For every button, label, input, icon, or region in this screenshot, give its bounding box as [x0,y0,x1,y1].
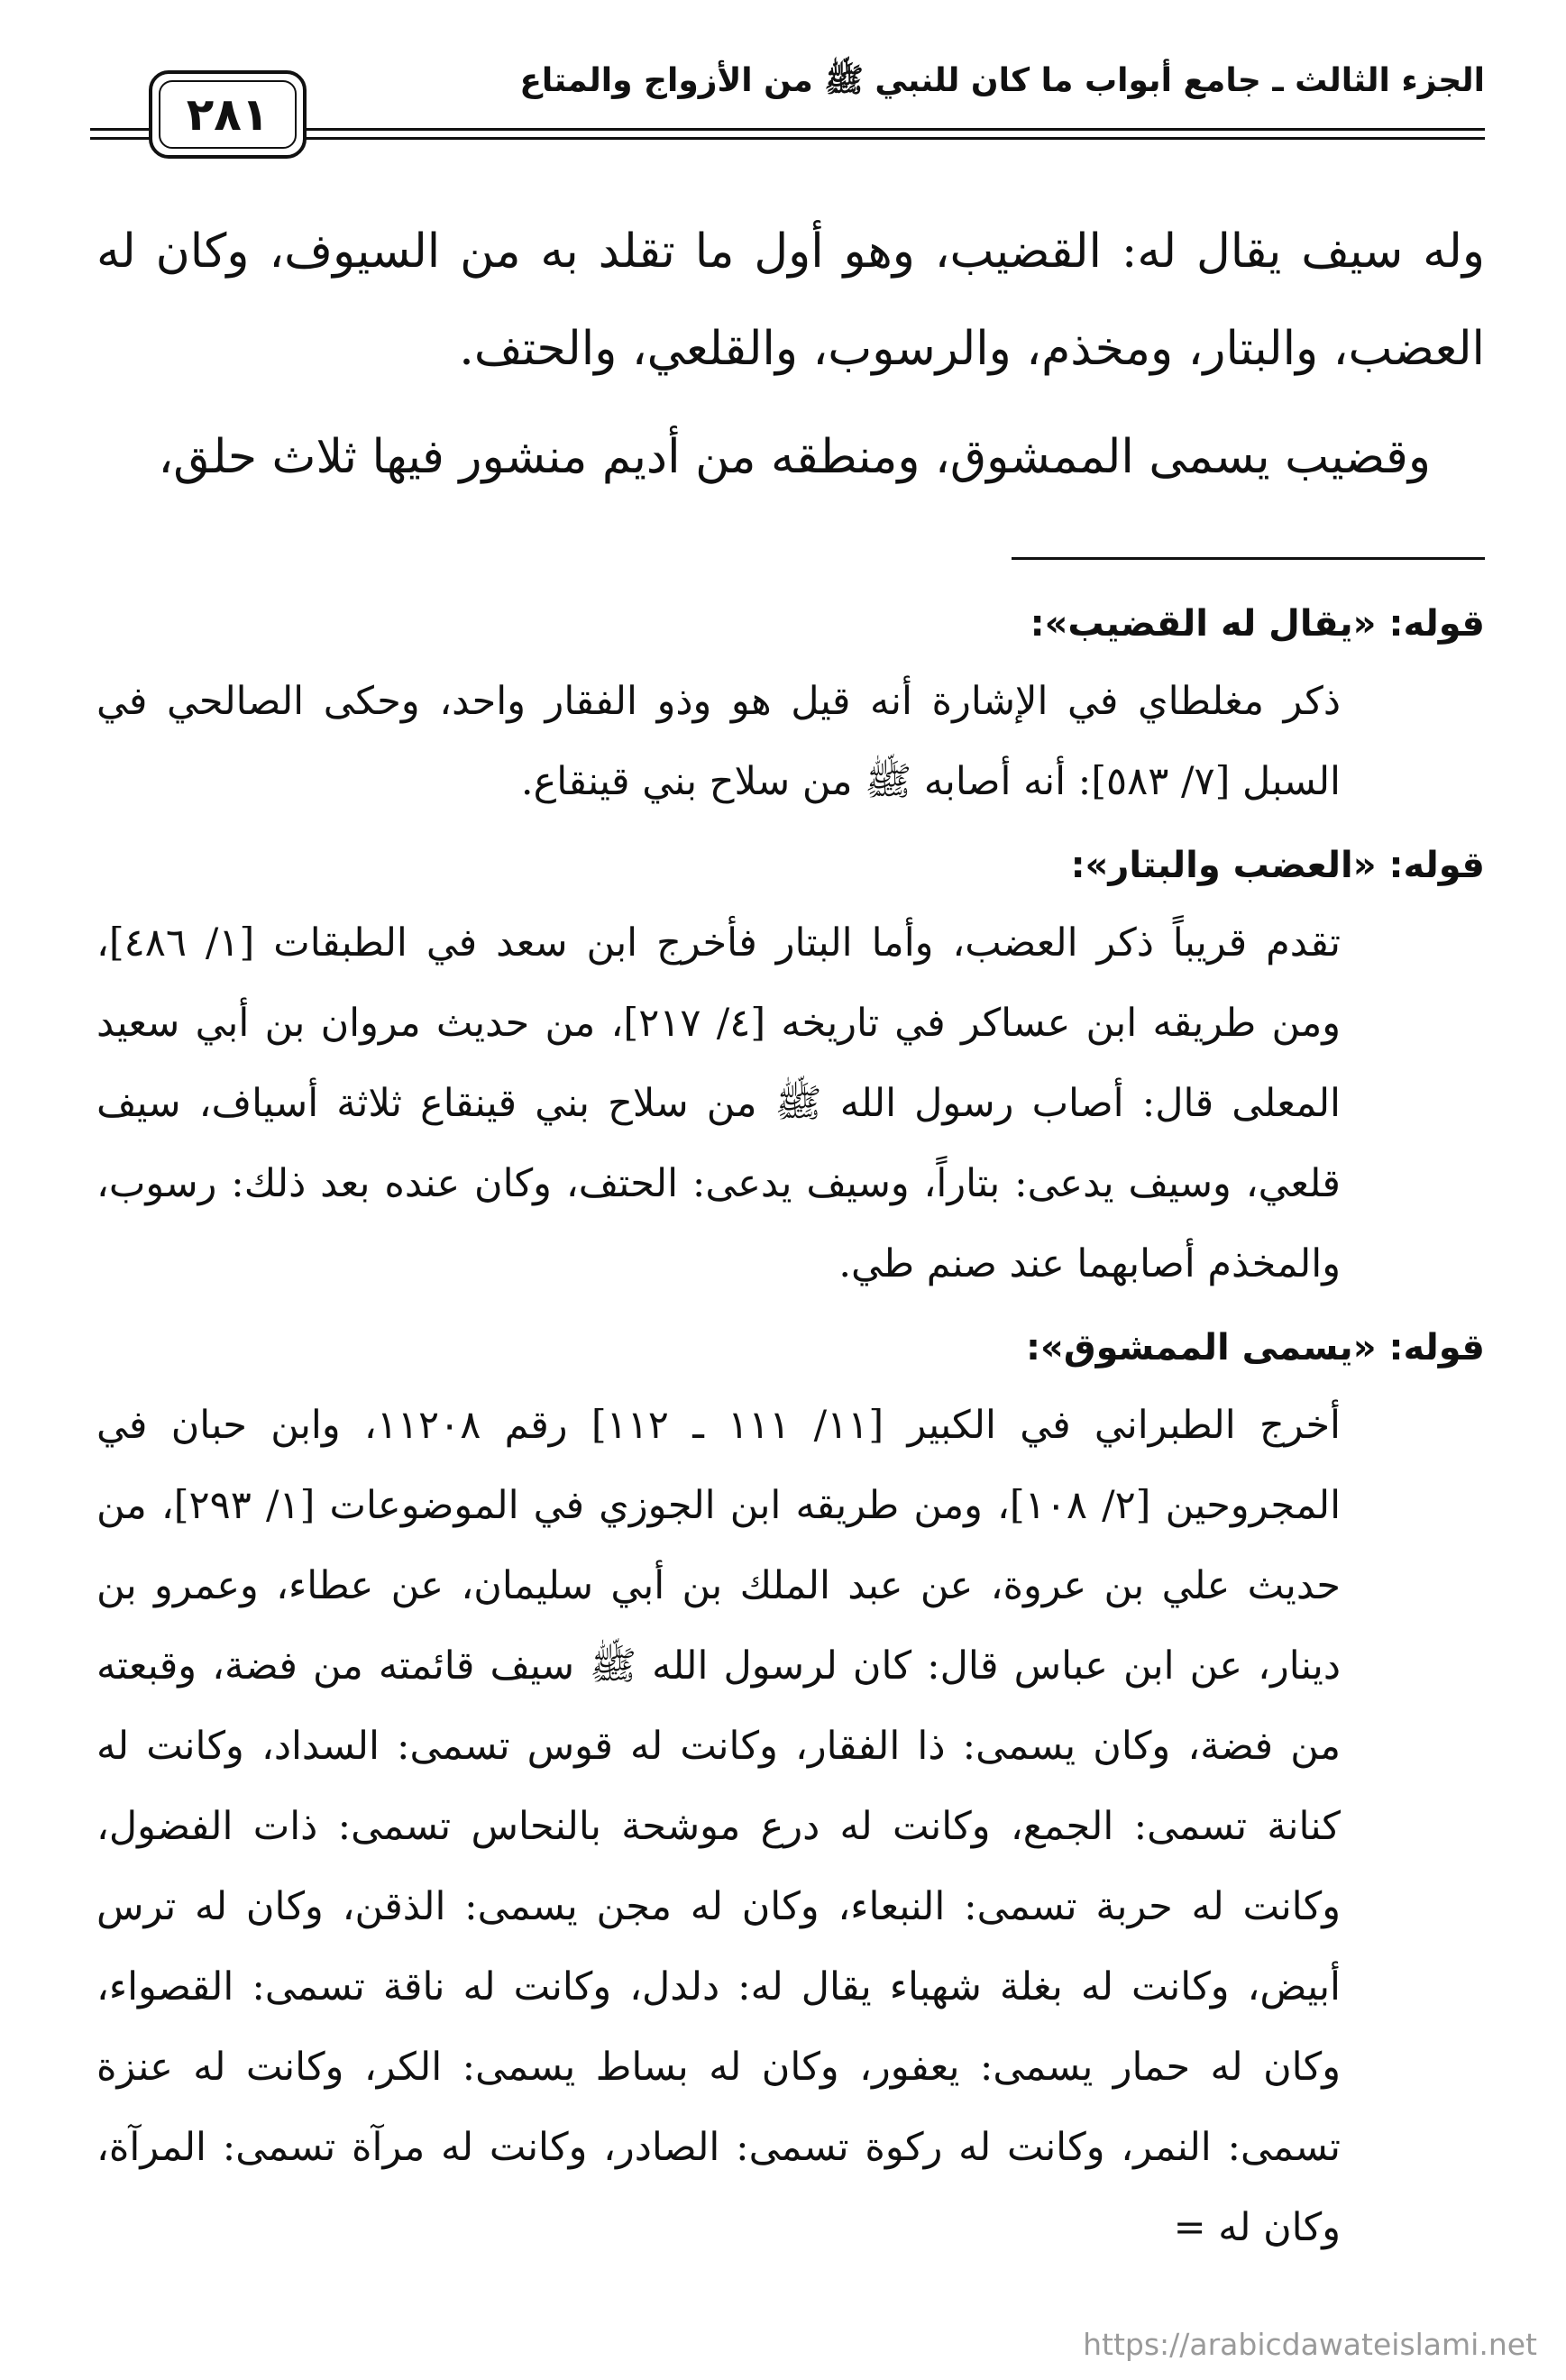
main-paragraph-1: وله سيف يقال له: القضيب، وهو أول ما تقلد به من السيوف، وكان له العضب، والبتار، ومخذم، والرسوب، والقلعي، والحتف. [96,224,1485,376]
watermark-url: https://arabicdawateislami.net [1083,2327,1537,2362]
note-heading: قوله: «يسمى الممشوق»: [1026,1327,1485,1368]
commentary-notes [96,586,1485,2274]
running-title: الجزء الثالث ـ جامع أبواب ما كان للنبي ﷺ من الأزواج والمتاع [519,62,1485,99]
note-heading: قوله: «العضب والبتار»: [1070,845,1485,886]
note-text: ذكر مغلطاي في الإشارة أنه قيل هو وذو الفقار واحد، وحكى الصالحي في السبل [٧/ ٥٨٣]: أنه أصابه ﷺ من سلاح بني قينقاع. [96,679,1341,804]
main-text [96,203,1485,506]
page-number-frame [149,70,307,159]
note-heading: قوله: «يقال له القضيب»: [1030,603,1485,645]
page-number: ٢٨١ [186,88,270,141]
note-text: تقدم قريباً ذكر العضب، وأما البتار فأخرج ابن سعد في الطبقات [١/ ٤٨٦]، ومن طريقه ابن عساكر في تاريخه [٤/ ٢١٧]، من حديث مروان بن أبي سعيد المعلى قال: أصاب رسول الله ﷺ من سلاح بني قينقاع ثلاثة أسياف، سيف قلعي، وسيف يدعى: بتاراً، وسيف يدعى: الحتف، وكان عنده بعد ذلك: رسوب، والمخذم أصابهما عند صنم طي. [96,920,1341,1286]
main-paragraph-2: وقضيب يسمى الممشوق، ومنطقه من أديم منشور فيها ثلاث حلق، [158,430,1431,484]
footnote-separator [1012,557,1485,560]
note-3 [96,1310,1485,2268]
note-1 [96,586,1485,822]
note-2 [96,828,1485,1304]
note-text: أخرج الطبراني في الكبير [١١/ ١١١ ـ ١١٢] رقم ١١٢٠٨، وابن حبان في المجروحين [٢/ ١٠٨]، ومن طريقه ابن الجوزي في الموضوعات [١/ ٢٩٣]، من حديث علي بن عروة، عن عبد الملك بن أبي سليمان، عن عطاء، وعمرو بن دينار، عن ابن عباس قال: كان لرسول الله ﷺ سيف قائمته من فضة، وقبعته من فضة، وكان يسمى: ذا الفقار، وكانت له قوس تسمى: السداد، وكانت له كنانة تسمى: الجمع، وكانت له درع موشحة بالنحاس تسمى: ذات الفضول، وكانت له حربة تسمى: النبعاء، وكان له مجن يسمى: الذقن، وكان له ترس أبيض، وكانت له بغلة شهباء يقال له: دلدل، وكانت له ناقة تسمى: القصواء، وكان له حمار يسمى: يعفور، وكان له بساط يسمى: الكر، وكانت له عنزة تسمى: النمر، وكانت له ركوة تسمى: الصادر، وكانت له مرآة تسمى: المرآة، وكان له = [96,1403,1342,2250]
